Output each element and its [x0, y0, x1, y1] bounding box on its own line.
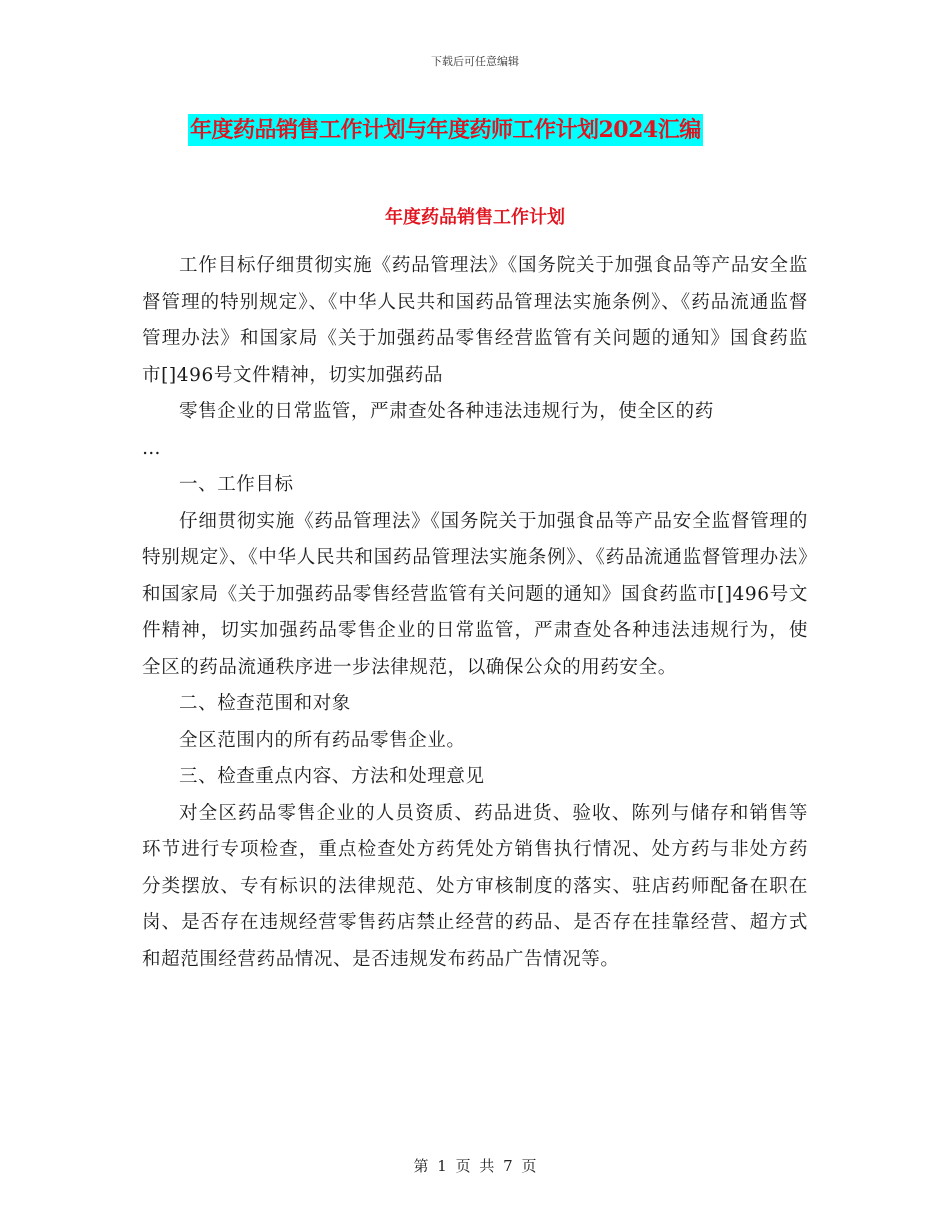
paragraph-intro: 工作目标仔细贯彻实施《药品管理法》《国务院关于加强食品等产品安全监督管理的特别规定》、《中华人民共和国药品管理法实施条例》、《药品流通监督管理办法》和国家局《关于加强药品零售经营监管有关问题的通知》国食药监市[]496号文件精神，切实加强药品 — [142, 255, 808, 386]
paragraph-work-goal: 仔细贯彻实施《药品管理法》《国务院关于加强食品等产品安全监督管理的特别规定》、《中华人民共和国药品管理法实施条例》、《药品流通监督管理办法》和国家局《关于加强药品零售经营监管有关问题的通知》国食药监市[]496号文件精神，切实加强药品零售企业的日常监管，严肃查处各种违法违规行为，使全区的药品流通秩序进一步法律规范，以确保公众的用药安全。 — [142, 510, 808, 678]
section-title: 年度药品销售工作计划 — [385, 207, 565, 228]
document-title: 年度药品销售工作计划与年度药师工作计划2024汇编 — [188, 114, 703, 146]
page-number: 第 1 页 共 7 页 — [413, 1157, 537, 1175]
body-text — [142, 248, 808, 978]
paragraph-intro-continued: 零售企业的日常监管，严肃查处各种违法违规行为，使全区的药 — [179, 401, 714, 422]
ellipsis: … — [142, 437, 162, 459]
header-note: 下载后可任意编辑 — [431, 55, 519, 68]
heading-scope: 二、检查范围和对象 — [179, 693, 351, 714]
heading-work-goal: 一、工作目标 — [179, 474, 294, 495]
paragraph-inspection: 对全区药品零售企业的人员资质、药品进货、验收、陈列与储存和销售等环节进行专项检查，重点检查处方药凭处方销售执行情况、处方药与非处方药分类摆放、专有标识的法律规范、处方审核制度的落实、驻店药师配备在职在岗、是否存在违规经营零售药店禁止经营的药品、是否存在挂靠经营、超方式和超范围经营药品情况、是否违规发布药品广告情况等。 — [142, 802, 808, 970]
paragraph-scope: 全区范围内的所有药品零售企业。 — [179, 729, 466, 751]
heading-inspection: 三、检查重点内容、方法和处理意见 — [179, 766, 485, 787]
